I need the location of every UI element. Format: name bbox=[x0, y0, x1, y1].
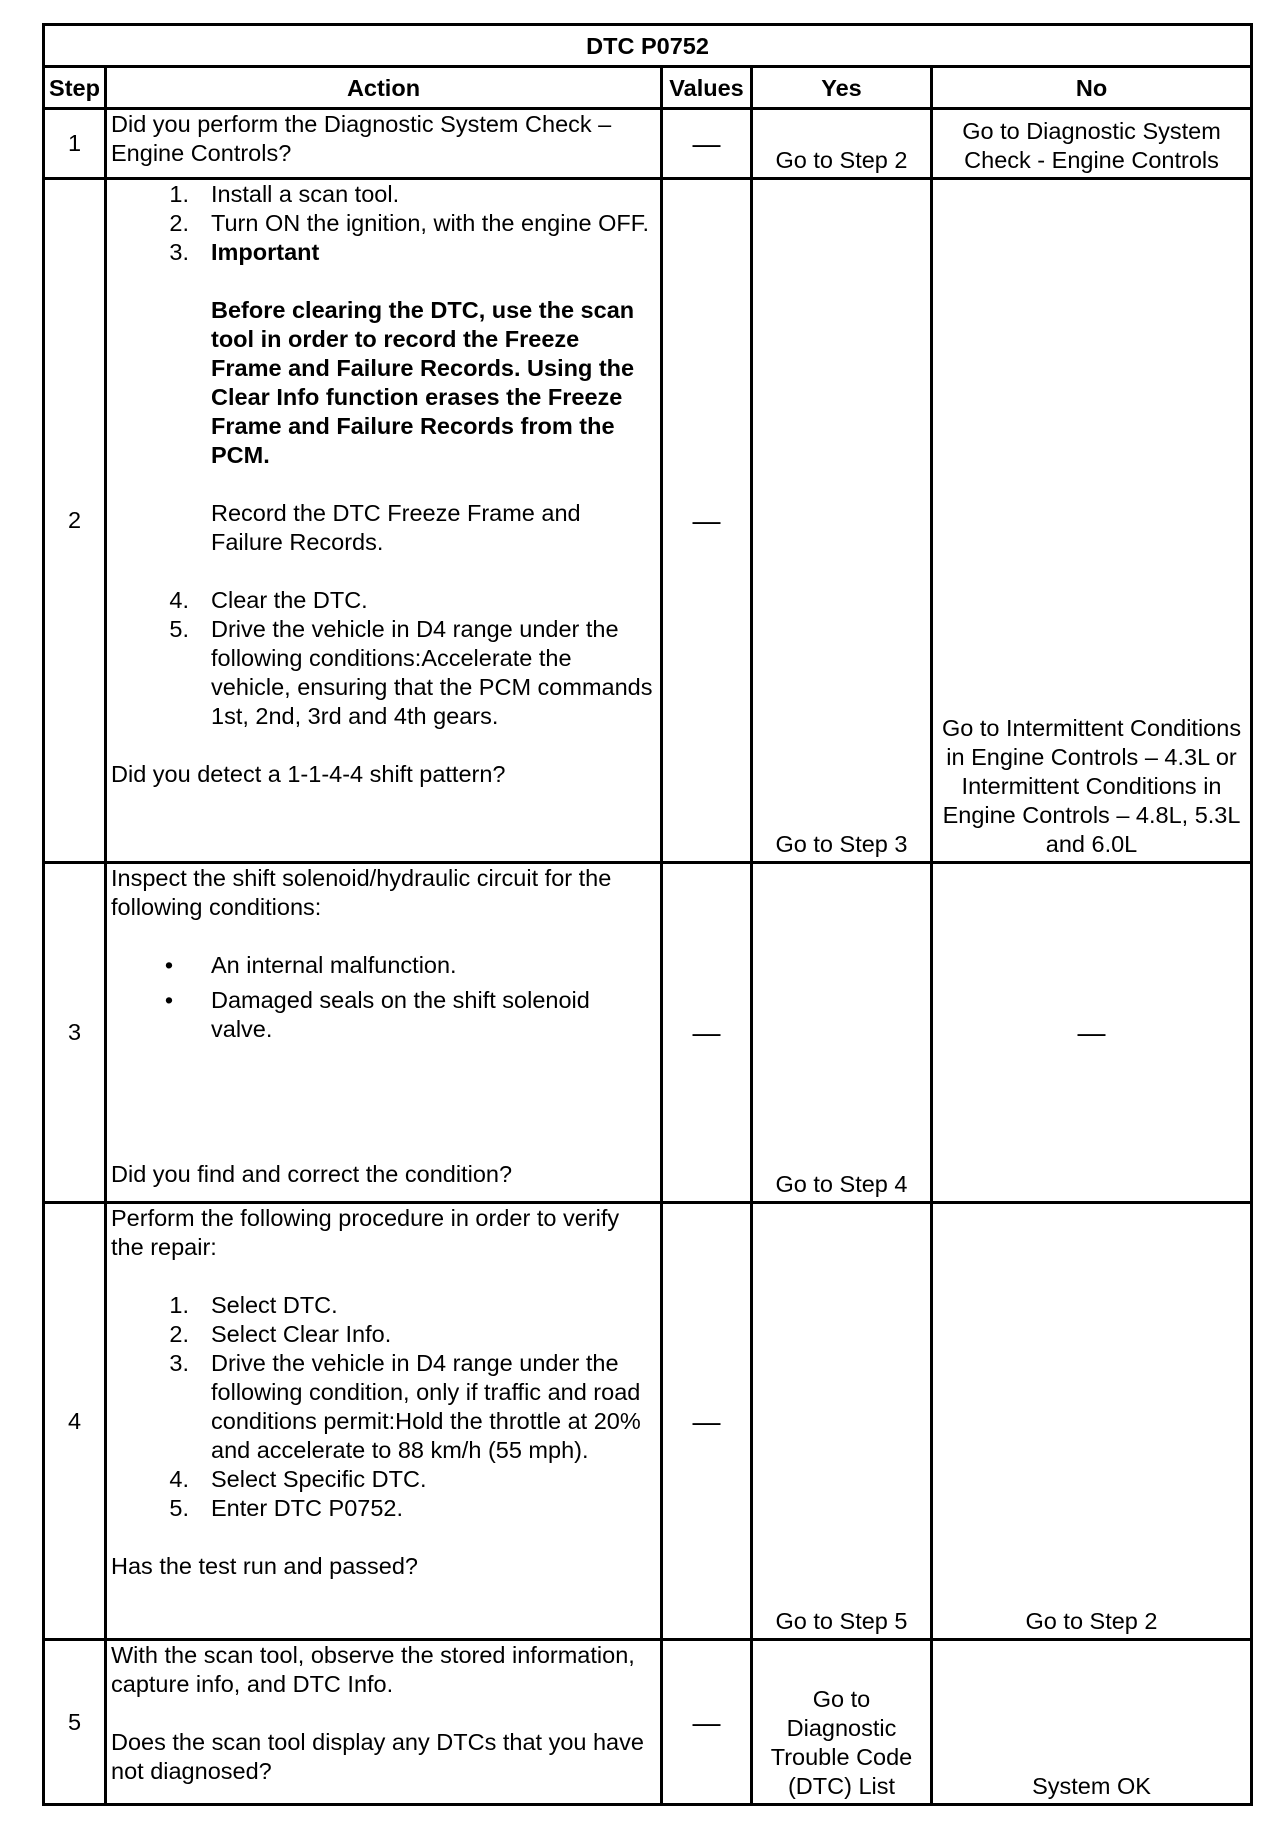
action-cell bbox=[106, 179, 662, 863]
action-question: Does the scan tool display any DTCs that you have not diagnosed? bbox=[111, 1729, 644, 1784]
table-row bbox=[44, 179, 1252, 863]
table-title: DTC P0752 bbox=[44, 25, 1252, 67]
no-cell: Go to Step 2 bbox=[932, 1203, 1252, 1640]
step-number: 2 bbox=[44, 179, 106, 863]
action-intro: Inspect the shift solenoid/hydraulic circuit for the following conditions: bbox=[111, 865, 612, 920]
no-cell: Go to Intermittent Conditions in Engine Controls – 4.3L or Intermittent Conditions in Engine Controls – 4.8L, 5.3L and 6.0L bbox=[932, 179, 1252, 863]
list-item: 2. Turn ON the ignition, with the engine OFF. bbox=[169, 210, 650, 236]
list-item: 5. Drive the vehicle in D4 range under the following conditions:Accelerate the vehicle, ensuring that the PCM commands 1st, 2nd, 3rd and 4th gears. bbox=[169, 616, 653, 729]
action-question: Did you perform the Diagnostic System Check – Engine Controls? bbox=[111, 111, 612, 166]
list-item: 3. Important bbox=[169, 239, 320, 265]
values-cell: — bbox=[662, 109, 752, 179]
yes-cell: Go to Step 3 bbox=[752, 179, 932, 863]
header-yes: Yes bbox=[752, 67, 932, 109]
step-number: 3 bbox=[44, 863, 106, 1203]
step-number: 4 bbox=[44, 1203, 106, 1640]
table-row bbox=[44, 1203, 1252, 1640]
action-question: Has the test run and passed? bbox=[111, 1553, 419, 1579]
header-row bbox=[44, 67, 1252, 109]
header-no: No bbox=[932, 67, 1252, 109]
action-cell bbox=[106, 109, 662, 179]
values-cell: — bbox=[662, 1640, 752, 1805]
list-item: 4. Select Specific DTC. bbox=[169, 1466, 427, 1492]
list-item: 5. Enter DTC P0752. bbox=[169, 1495, 404, 1521]
values-cell: — bbox=[662, 179, 752, 863]
header-values: Values bbox=[662, 67, 752, 109]
action-intro: Perform the following procedure in order to verify the repair: bbox=[111, 1205, 620, 1260]
list-item: 2. Select Clear Info. bbox=[169, 1321, 392, 1347]
dtc-table bbox=[42, 23, 1253, 1806]
yes-cell: Go to Step 2 bbox=[752, 109, 932, 179]
values-cell: — bbox=[662, 863, 752, 1203]
list-item: 1. Install a scan tool. bbox=[169, 181, 400, 207]
action-cell bbox=[106, 1640, 662, 1805]
no-cell: — bbox=[932, 863, 1252, 1203]
action-intro: With the scan tool, observe the stored information, capture info, and DTC Info. bbox=[111, 1642, 635, 1697]
yes-cell: Go to Step 4 bbox=[752, 863, 932, 1203]
procedure-list bbox=[111, 586, 656, 731]
no-cell: Go to Diagnostic System Check - Engine Controls bbox=[932, 109, 1252, 179]
step-number: 1 bbox=[44, 109, 106, 179]
header-step: Step bbox=[44, 67, 106, 109]
condition-list bbox=[111, 951, 656, 1044]
yes-cell: Go to Step 5 bbox=[752, 1203, 932, 1640]
list-item: 3. Drive the vehicle in D4 range under the following condition, only if traffic and road conditions permit:Hold the throttle at 20% and accelerate to 88 km/h (55 mph). bbox=[169, 1350, 641, 1463]
list-item: • An internal malfunction. bbox=[164, 952, 457, 978]
record-note: Record the DTC Freeze Frame and Failure Records. bbox=[211, 500, 581, 555]
list-item: 4. Clear the DTC. bbox=[169, 587, 368, 613]
step-number: 5 bbox=[44, 1640, 106, 1805]
important-note: Before clearing the DTC, use the scan tool in order to record the Freeze Frame and Failure Records. Using the Clear Info function erases the Freeze Frame and Failure Records from the PCM. bbox=[211, 297, 635, 468]
header-action: Action bbox=[106, 67, 662, 109]
list-item: 1. Select DTC. bbox=[169, 1292, 338, 1318]
table-row bbox=[44, 1640, 1252, 1805]
list-item: • Damaged seals on the shift solenoid valve. bbox=[164, 987, 590, 1042]
action-cell bbox=[106, 1203, 662, 1640]
no-cell: System OK bbox=[932, 1640, 1252, 1805]
action-question: Did you detect a 1-1-4-4 shift pattern? bbox=[111, 761, 506, 787]
values-cell: — bbox=[662, 1203, 752, 1640]
action-question: Did you find and correct the condition? bbox=[111, 1161, 513, 1187]
table-row bbox=[44, 109, 1252, 179]
yes-cell: Go to Diagnostic Trouble Code (DTC) List bbox=[752, 1640, 932, 1805]
procedure-list bbox=[111, 1291, 656, 1523]
table-row bbox=[44, 863, 1252, 1203]
action-cell bbox=[106, 863, 662, 1203]
procedure-list bbox=[111, 180, 656, 267]
